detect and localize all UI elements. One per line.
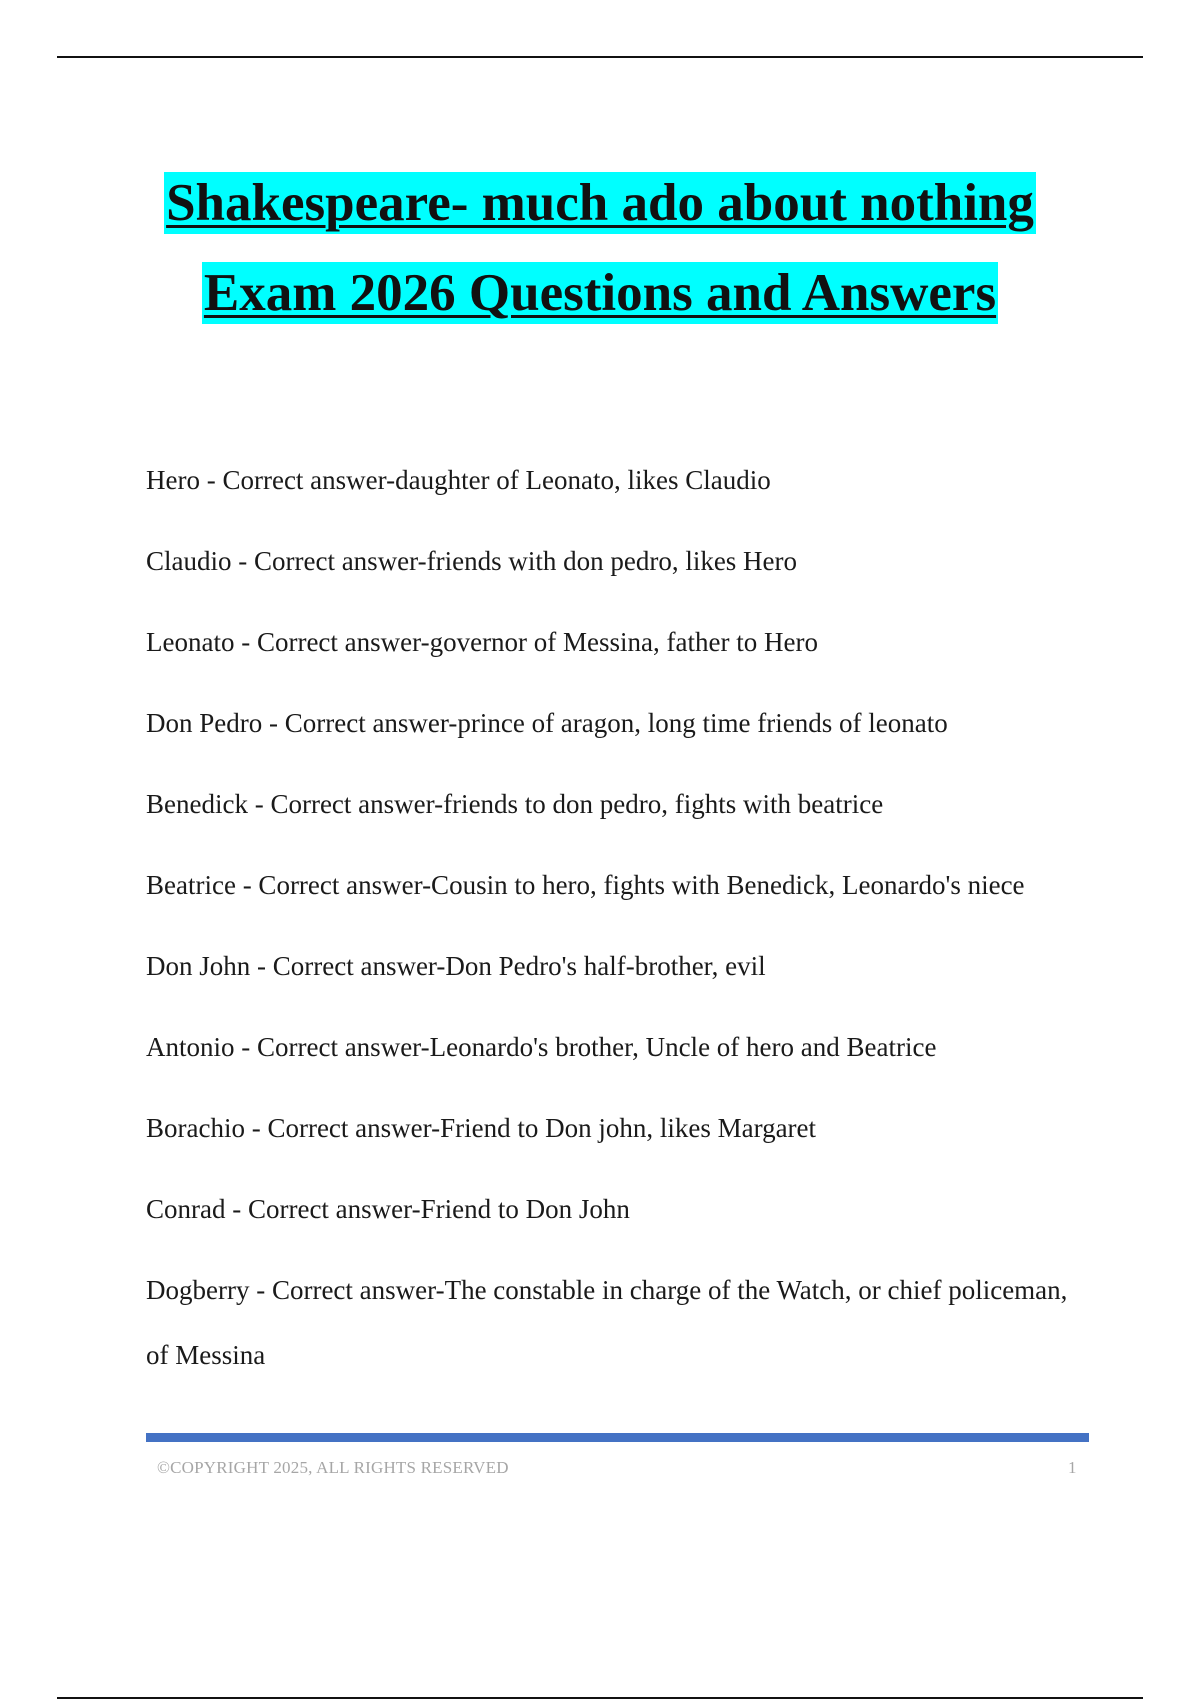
document-title: [0, 172, 1200, 324]
qa-item-hero: Hero - Correct answer-daughter of Leonato, likes Claudio: [146, 465, 771, 495]
qa-item-don-john: Don John - Correct answer-Don Pedro's half-brother, evil: [146, 951, 766, 981]
footer-copyright: ©COPYRIGHT 2025, ALL RIGHTS RESERVED: [157, 1458, 509, 1477]
qa-item-conrad: Conrad - Correct answer-Friend to Don John: [146, 1194, 630, 1224]
qa-item-beatrice: Beatrice - Correct answer-Cousin to hero, fights with Benedick, Leonardo's niece: [146, 870, 1025, 900]
bottom-rule: [57, 1697, 1143, 1699]
qa-item-don-pedro: Don Pedro - Correct answer-prince of aragon, long time friends of leonato: [146, 708, 948, 738]
qa-item-leonato: Leonato - Correct answer-governor of Messina, father to Hero: [146, 627, 818, 657]
qa-list: [146, 448, 1096, 1404]
qa-item-antonio: Antonio - Correct answer-Leonardo's brother, Uncle of hero and Beatrice: [146, 1032, 937, 1062]
qa-item-benedick: Benedick - Correct answer-friends to don pedro, fights with beatrice: [146, 789, 884, 819]
qa-item-borachio: Borachio - Correct answer-Friend to Don john, likes Margaret: [146, 1113, 817, 1143]
page-number: 1: [1068, 1458, 1077, 1477]
qa-item-dogberry: Dogberry - Correct answer-The constable in charge of the Watch, or chief policeman, of Messina: [146, 1275, 1068, 1370]
top-rule: [57, 56, 1143, 58]
title-line-1: Shakespeare- much ado about nothing: [166, 174, 1034, 232]
footer-bar: [146, 1433, 1089, 1442]
title-line-2: Exam 2026 Questions and Answers: [203, 264, 997, 322]
qa-item-claudio: Claudio - Correct answer-friends with don pedro, likes Hero: [146, 546, 798, 576]
